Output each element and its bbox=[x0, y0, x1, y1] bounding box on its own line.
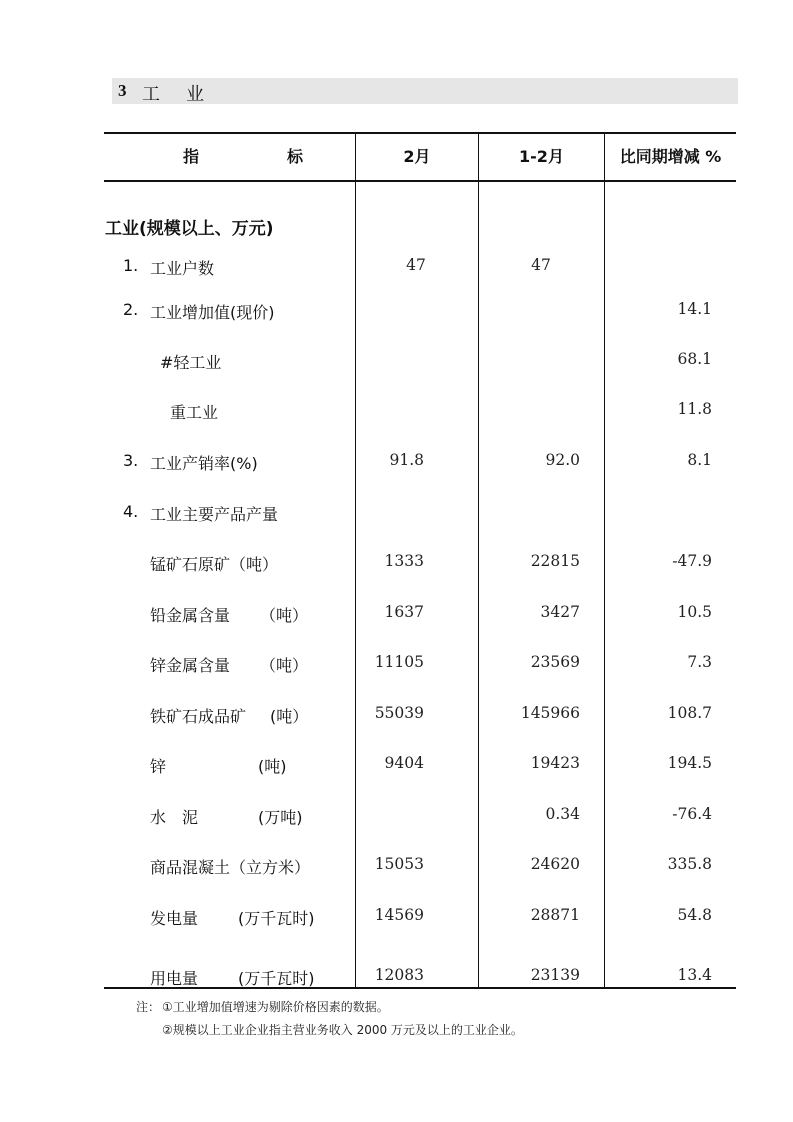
note-2: ②规模以上工业企业指主营业务收入 2000 万元及以上的工业企业。 bbox=[162, 1023, 523, 1037]
value-yoy: 13.4 bbox=[677, 966, 712, 984]
table-row bbox=[0, 502, 793, 526]
value-feb: 47 bbox=[406, 256, 426, 274]
value-yoy: 194.5 bbox=[667, 754, 712, 772]
value-jan-feb: 19423 bbox=[530, 754, 580, 772]
section-title: 工业 bbox=[142, 84, 230, 105]
row-number: 4. bbox=[123, 502, 139, 521]
table-row bbox=[0, 451, 793, 475]
value-feb: 55039 bbox=[374, 704, 424, 722]
row-label: 发电量 bbox=[150, 909, 199, 928]
value-feb: 15053 bbox=[374, 855, 424, 873]
value-jan-feb: 22815 bbox=[530, 552, 580, 570]
row-label: 锰矿石原矿（吨） bbox=[150, 555, 279, 574]
header-indicator: 指 bbox=[183, 147, 200, 166]
value-jan-feb: 23139 bbox=[530, 966, 580, 984]
row-unit: (吨） bbox=[270, 707, 309, 726]
table-row bbox=[0, 653, 793, 677]
value-yoy: 108.7 bbox=[667, 704, 712, 722]
table-row bbox=[0, 603, 793, 627]
value-feb: 91.8 bbox=[389, 451, 424, 469]
row-unit: （吨） bbox=[260, 656, 309, 675]
value-feb: 14569 bbox=[374, 906, 424, 924]
table-row bbox=[0, 704, 793, 728]
value-jan-feb: 92.0 bbox=[545, 451, 580, 469]
row-label: 工业增加值(现价) bbox=[150, 303, 275, 322]
value-yoy: 54.8 bbox=[677, 906, 712, 924]
note-prefix: 注： bbox=[136, 1000, 161, 1014]
table-header-rule bbox=[104, 180, 736, 182]
row-label: 商品混凝土（立方米） bbox=[150, 858, 311, 877]
row-label: 水 泥 bbox=[150, 808, 199, 827]
value-yoy: 10.5 bbox=[677, 603, 712, 621]
value-yoy: 8.1 bbox=[687, 451, 712, 469]
row-unit: (万千瓦时) bbox=[238, 909, 315, 928]
table-row bbox=[0, 256, 793, 280]
table-row bbox=[0, 552, 793, 576]
value-jan-feb: 28871 bbox=[530, 906, 580, 924]
row-label: 重工业 bbox=[170, 403, 219, 422]
table-row bbox=[0, 906, 793, 930]
value-jan-feb: 3427 bbox=[540, 603, 580, 621]
value-jan-feb: 47 bbox=[531, 256, 551, 274]
row-number: 2. bbox=[123, 300, 139, 319]
value-feb: 1333 bbox=[384, 552, 424, 570]
value-yoy: 335.8 bbox=[667, 855, 712, 873]
row-label: 用电量 bbox=[150, 969, 199, 988]
value-yoy: -47.9 bbox=[672, 552, 712, 570]
row-label: #轻工业 bbox=[160, 353, 222, 372]
table-row bbox=[0, 754, 793, 778]
value-yoy: 7.3 bbox=[687, 653, 712, 671]
table-row bbox=[0, 855, 793, 879]
value-yoy: 11.8 bbox=[677, 400, 712, 418]
row-unit: (万千瓦时) bbox=[238, 969, 315, 988]
value-jan-feb: 24620 bbox=[530, 855, 580, 873]
row-unit: （吨） bbox=[260, 606, 309, 625]
row-unit: (万吨) bbox=[258, 808, 303, 827]
table-row bbox=[0, 805, 793, 829]
row-label: 工业户数 bbox=[150, 259, 215, 278]
row-label: 锌金属含量 bbox=[150, 656, 231, 675]
row-label: 铅金属含量 bbox=[150, 606, 231, 625]
row-label: 工业主要产品产量 bbox=[150, 505, 279, 524]
value-feb: 12083 bbox=[374, 966, 424, 984]
row-number: 1. bbox=[123, 256, 139, 275]
value-jan-feb: 23569 bbox=[530, 653, 580, 671]
value-yoy: -76.4 bbox=[672, 805, 712, 823]
section-number: 3 bbox=[118, 81, 127, 100]
group-title: 工业(规模以上、万元) bbox=[105, 219, 274, 239]
table-row bbox=[0, 400, 793, 424]
row-label: 锌 bbox=[150, 757, 167, 776]
table-row bbox=[0, 350, 793, 374]
table-row bbox=[0, 300, 793, 324]
header-jan-feb: 1-2月 bbox=[519, 147, 564, 166]
value-feb: 1637 bbox=[384, 603, 424, 621]
row-label: 工业产销率(%) bbox=[150, 454, 258, 473]
row-unit: (吨) bbox=[258, 757, 287, 776]
row-label: 铁矿石成品矿 bbox=[150, 707, 247, 726]
value-yoy: 14.1 bbox=[677, 300, 712, 318]
header-feb: 2月 bbox=[403, 147, 431, 166]
header-yoy: 比同期增减 % bbox=[619, 147, 722, 166]
value-feb: 11105 bbox=[374, 653, 424, 671]
row-number: 3. bbox=[123, 451, 139, 470]
value-jan-feb: 145966 bbox=[520, 704, 580, 722]
value-yoy: 68.1 bbox=[677, 350, 712, 368]
section-header-bar bbox=[112, 78, 738, 104]
table-row bbox=[0, 966, 793, 990]
note-1: ①工业增加值增速为剔除价格因素的数据。 bbox=[162, 1000, 389, 1014]
value-jan-feb: 0.34 bbox=[545, 805, 580, 823]
value-feb: 9404 bbox=[384, 754, 424, 772]
header-indicator: 标 bbox=[287, 147, 304, 166]
